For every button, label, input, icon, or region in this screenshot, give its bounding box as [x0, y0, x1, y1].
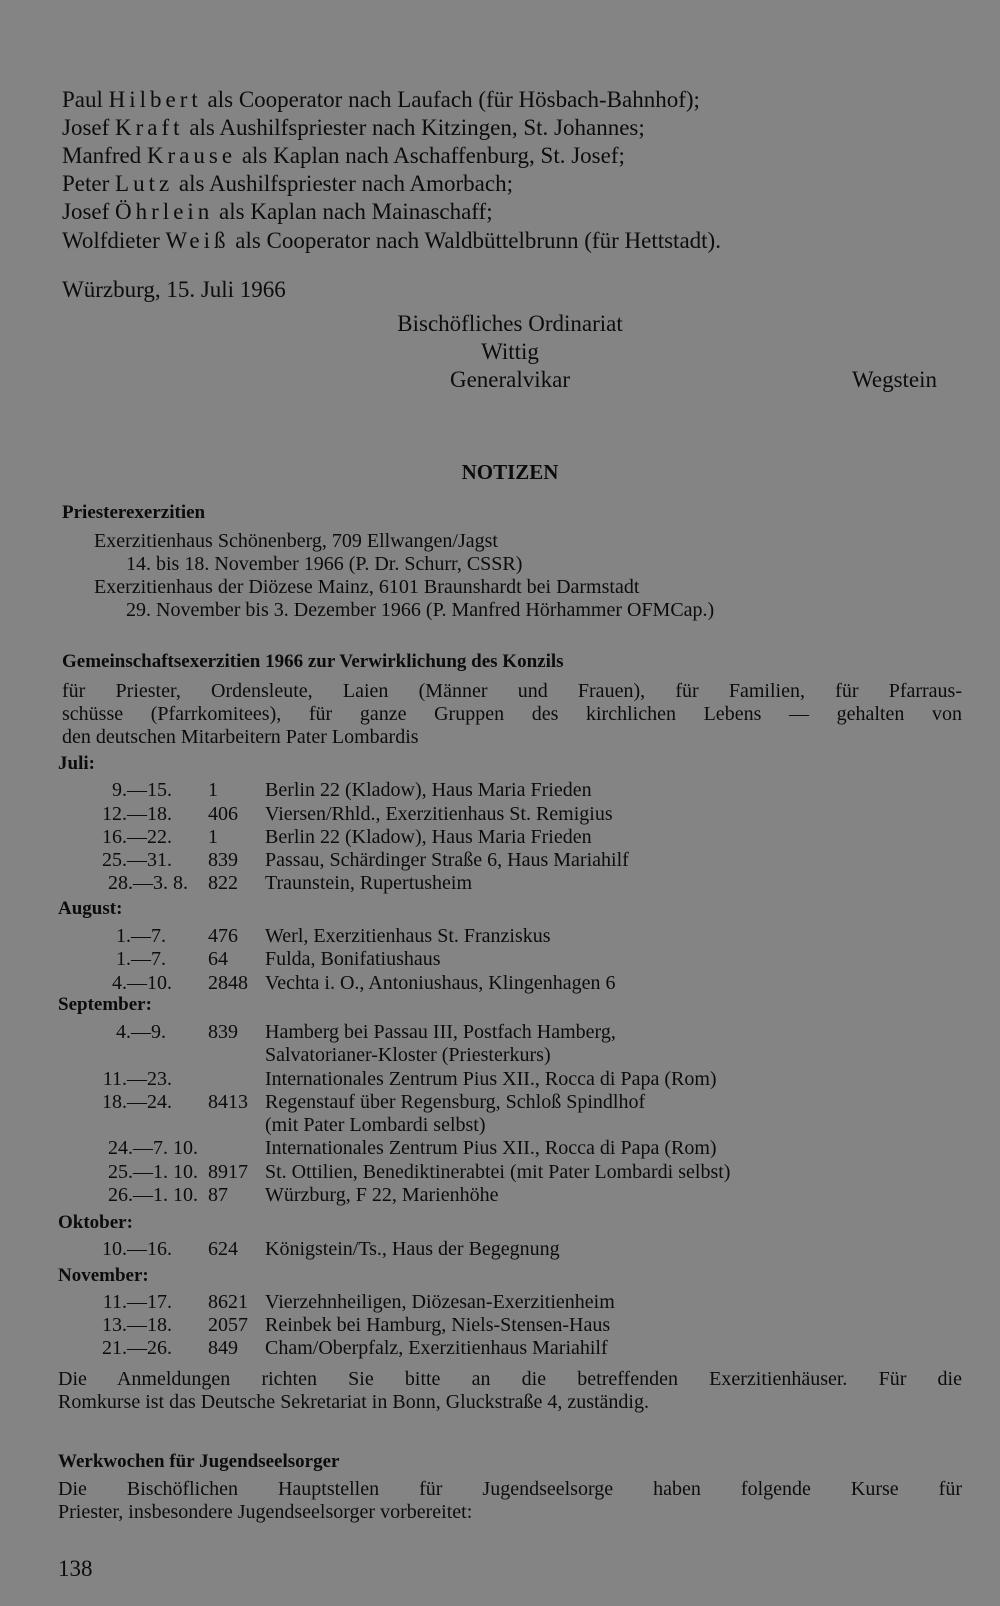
- appointment-line: [62, 197, 493, 226]
- row-place: Fulda, Bonifatiushaus: [265, 948, 441, 970]
- appointment-line: [62, 169, 513, 198]
- row-place: Berlin 22 (Kladow), Haus Maria Frieden: [265, 826, 592, 848]
- werkwochen-heading: Werkwochen für Jugendseelsorger: [58, 1451, 340, 1472]
- appointment-line: [62, 85, 700, 114]
- row-postal-code: 1: [208, 779, 218, 801]
- row-place: Traunstein, Rupertusheim: [265, 872, 473, 894]
- signature-cosigner: Wegstein: [852, 367, 938, 392]
- row-place: Salvatorianer-Kloster (Priesterkurs): [265, 1044, 551, 1066]
- row-postal-code: 2848: [208, 972, 248, 994]
- row-postal-code: 64: [208, 948, 228, 970]
- surname: Weiß: [165, 228, 230, 253]
- row-date: 13.—18.: [102, 1314, 172, 1336]
- registration-note-line: Romkurse ist das Deutsche Sekretariat in Bonn, Gluckstraße 4, zuständig.: [58, 1391, 649, 1413]
- month-label: August:: [58, 898, 123, 919]
- priesterexerzitien-heading: Priesterexerzitien: [62, 502, 206, 523]
- registration-note-line: Die Anmeldungen richten Sie bitte an die betreffenden Exerzitienhäuser. Für die: [58, 1368, 962, 1390]
- page-number: 138: [58, 1556, 93, 1581]
- row-postal-code: 406: [208, 803, 238, 825]
- first-name: Josef: [62, 115, 110, 140]
- surname: Öhrlein: [115, 199, 214, 224]
- row-date: 25.—31.: [102, 849, 172, 871]
- row-date: 16.—22.: [102, 826, 172, 848]
- row-date: 18.—24.: [102, 1091, 172, 1113]
- row-postal-code: 839: [208, 849, 238, 871]
- row-postal-code: 476: [208, 925, 238, 947]
- row-place: Königstein/Ts., Haus der Begegnung: [265, 1238, 560, 1260]
- row-date: 24.—7. 10.: [108, 1137, 198, 1159]
- signature-title: Generalvikar: [449, 367, 571, 392]
- row-postal-code: 8621: [208, 1291, 248, 1313]
- row-place: Werl, Exerzitienhaus St. Franziskus: [265, 925, 551, 947]
- row-place: Internationales Zentrum Pius XII., Rocca di Papa (Rom): [265, 1137, 717, 1159]
- row-place: Passau, Schärdinger Straße 6, Haus Mariahilf: [265, 849, 629, 871]
- surname: Krause: [146, 143, 237, 168]
- first-name: Wolfdieter: [62, 228, 160, 253]
- row-date: 4.—9.: [116, 1021, 166, 1043]
- appointment-line: [62, 113, 645, 142]
- appointment-text: als Aushilfspriester nach Kitzingen, St. Johannes;: [189, 115, 645, 140]
- row-place: Würzburg, F 22, Marienhöhe: [265, 1184, 499, 1206]
- row-date: 26.—1. 10.: [108, 1184, 198, 1206]
- row-postal-code: 2057: [208, 1314, 248, 1336]
- appointment-line: [62, 226, 721, 255]
- werkwochen-line: Die Bischöflichen Hauptstellen für Jugendseelsorge haben folgende Kurse für: [58, 1478, 962, 1500]
- row-date: 25.—1. 10.: [108, 1161, 198, 1183]
- row-place: Viersen/Rhld., Exerzitienhaus St. Remigius: [265, 803, 613, 825]
- month-label: Oktober:: [58, 1212, 133, 1233]
- surname: Hilbert: [108, 87, 202, 112]
- row-postal-code: 822: [208, 872, 238, 894]
- exerzitien-line: Exerzitienhaus der Diözese Mainz, 6101 Braunshardt bei Darmstadt: [94, 576, 640, 598]
- row-date: 28.—3. 8.: [108, 872, 188, 894]
- row-postal-code: 849: [208, 1337, 238, 1359]
- first-name: Josef: [62, 199, 110, 224]
- row-postal-code: 624: [208, 1238, 238, 1260]
- first-name: Paul: [62, 87, 103, 112]
- row-place: (mit Pater Lombardi selbst): [265, 1114, 486, 1136]
- surname: Kraft: [115, 115, 184, 140]
- row-date: 11.—23.: [102, 1068, 172, 1090]
- row-date: 1.—7.: [116, 925, 166, 947]
- gemeinschaft-intro-line: schüsse (Pfarrkomitees), für ganze Gruppen des kirchlichen Lebens — gehalten von: [62, 703, 962, 725]
- row-place: Hamberg bei Passau III, Postfach Hamberg,: [265, 1021, 616, 1043]
- month-label: September:: [58, 994, 152, 1015]
- row-place: Vierzehnheiligen, Diözesan-Exerzitienheim: [265, 1291, 615, 1313]
- notizen-heading: NOTIZEN: [461, 460, 559, 484]
- row-postal-code: 8413: [208, 1091, 248, 1113]
- row-date: 11.—17.: [102, 1291, 172, 1313]
- row-place: Berlin 22 (Kladow), Haus Maria Frieden: [265, 779, 592, 801]
- surname: Lutz: [115, 171, 174, 196]
- appointment-text: als Cooperator nach Laufach (für Hösbach-Bahnhof);: [207, 87, 700, 112]
- month-label: November:: [58, 1265, 149, 1286]
- appointment-line: [62, 141, 625, 170]
- month-label: Juli:: [58, 753, 95, 774]
- row-place: Vechta i. O., Antoniushaus, Klingenhagen 6: [265, 972, 616, 994]
- row-place: Cham/Oberpfalz, Exerzitienhaus Mariahilf: [265, 1337, 608, 1359]
- row-postal-code: 8917: [208, 1161, 248, 1183]
- first-name: Manfred: [62, 143, 142, 168]
- row-date: 1.—7.: [116, 948, 166, 970]
- gemeinschaft-intro-line: für Priester, Ordensleute, Laien (Männer und Frauen), für Familien, für Pfarraus-: [62, 680, 962, 702]
- appointment-text: als Aushilfspriester nach Amorbach;: [178, 171, 513, 196]
- gemeinschaft-intro-line: den deutschen Mitarbeitern Pater Lombardis: [62, 726, 419, 748]
- exerzitien-line: 14. bis 18. November 1966 (P. Dr. Schurr, CSSR): [126, 553, 523, 575]
- row-postal-code: 1: [208, 826, 218, 848]
- row-postal-code: 87: [208, 1184, 228, 1206]
- row-place: Regenstauf über Regensburg, Schloß Spindlhof: [265, 1091, 646, 1113]
- signature-name: Wittig: [481, 339, 539, 364]
- appointment-text: als Kaplan nach Mainaschaff;: [219, 199, 493, 224]
- row-postal-code: 839: [208, 1021, 238, 1043]
- row-date: 21.—26.: [102, 1337, 172, 1359]
- row-place: Internationales Zentrum Pius XII., Rocca di Papa (Rom): [265, 1068, 717, 1090]
- appointment-text: als Kaplan nach Aschaffenburg, St. Josef;: [241, 143, 625, 168]
- werkwochen-line: Priester, insbesondere Jugendseelsorger vorbereitet:: [58, 1501, 473, 1523]
- row-date: 10.—16.: [102, 1238, 172, 1260]
- row-place: Reinbek bei Hamburg, Niels-Stensen-Haus: [265, 1314, 611, 1336]
- exerzitien-line: Exerzitienhaus Schönenberg, 709 Ellwangen/Jagst: [94, 530, 498, 552]
- row-date: 4.—10.: [112, 972, 172, 994]
- signature-office: Bischöfliches Ordinariat: [397, 311, 623, 336]
- gemeinschaft-heading: Gemeinschaftsexerzitien 1966 zur Verwirklichung des Konzils: [62, 651, 564, 672]
- exerzitien-line: 29. November bis 3. Dezember 1966 (P. Manfred Hörhammer OFMCap.): [126, 599, 715, 621]
- row-date: 9.—15.: [112, 779, 172, 801]
- row-date: 12.—18.: [102, 803, 172, 825]
- row-place: St. Ottilien, Benediktinerabtei (mit Pater Lombardi selbst): [265, 1161, 731, 1183]
- date-line: Würzburg, 15. Juli 1966: [62, 277, 286, 302]
- first-name: Peter: [62, 171, 110, 196]
- appointment-text: als Cooperator nach Waldbüttelbrunn (für Hettstadt).: [235, 228, 721, 253]
